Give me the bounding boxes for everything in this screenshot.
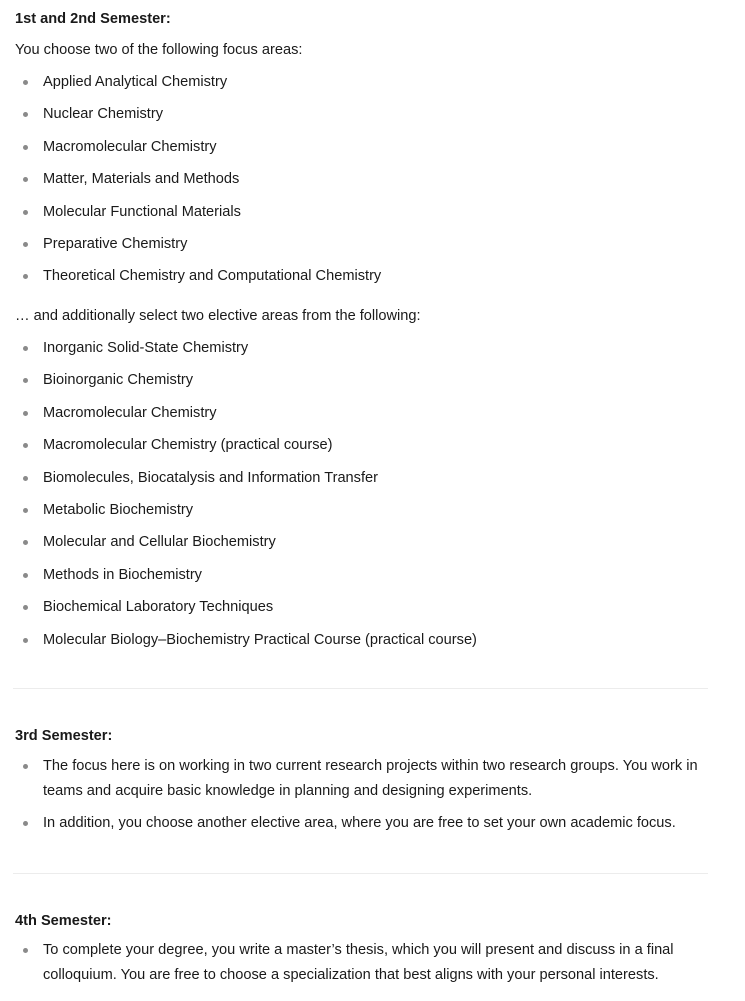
list-item-label: Macromolecular Chemistry [43,138,217,155]
list-item [15,403,715,423]
semester-3-list [15,754,715,843]
bullet-icon [23,573,28,578]
bullet-icon [23,112,28,117]
elective-areas-intro: … and additionally select two elective areas from the following: [15,308,421,324]
list-item [15,104,715,124]
list-item-label: Methods in Biochemistry [43,566,202,583]
bullet-icon [23,145,28,150]
bullet-icon [23,378,28,383]
list-item-label: Bioinorganic Chemistry [43,372,194,389]
list-item-label: Macromolecular Chemistry (practical course) [43,437,333,454]
list-item-label: The focus here is on working in two current research projects within two research groups. You work in teams and acquire basic knowledge in planning and designing experiments. [43,758,698,799]
bullet-icon [23,476,28,481]
bullet-icon [23,80,28,85]
list-item-label: Biochemical Laboratory Techniques [43,599,274,616]
bullet-icon [23,346,28,351]
bullet-icon [23,242,28,247]
list-item-label: Preparative Chemistry [43,235,188,252]
list-item-label: Inorganic Solid-State Chemistry [43,340,249,356]
list-item-label: Metabolic Biochemistry [43,501,194,518]
list-item [15,234,715,254]
list-item [15,72,715,92]
semester-1-2-heading: 1st and 2nd Semester: [15,11,171,27]
bullet-icon [23,638,28,643]
list-item [15,370,715,390]
bullet-icon [23,210,28,215]
list-item-label: Macromolecular Chemistry [43,404,217,421]
focus-area-list [15,72,715,299]
list-item-label: Biomolecules, Biocatalysis and Information Transfer [43,469,379,486]
list-item [15,468,715,488]
bullet-icon [23,177,28,182]
bullet-icon [23,821,28,826]
list-item [15,435,715,455]
list-item [15,169,715,189]
list-item [15,597,715,617]
semester-4-heading: 4th Semester: [15,913,112,929]
list-item-label: Molecular Functional Materials [43,203,241,220]
list-item [15,500,715,520]
semester-4-list [15,938,715,995]
bullet-icon [23,764,28,769]
list-item [15,630,715,650]
bullet-icon [23,540,28,545]
semester-3-heading: 3rd Semester: [15,728,113,744]
list-item-label: Matter, Materials and Methods [43,171,240,188]
list-item [15,338,715,358]
bullet-icon [23,605,28,610]
bullet-icon [23,443,28,448]
list-item [15,565,715,585]
bullet-icon [23,411,28,416]
list-item [15,202,715,222]
bullet-icon [23,274,28,279]
focus-areas-intro: You choose two of the following focus areas: [15,42,303,58]
list-item [15,811,715,836]
section-divider [13,873,708,874]
section-divider [13,688,708,689]
list-item-label: To complete your degree, you write a master’s thesis, which you will present and discuss in a final colloquium. You are free to choose a specialization that best aligns with your personal interests. [43,942,674,983]
list-item-label: Nuclear Chemistry [43,106,164,123]
list-item [15,266,715,286]
list-item-label: Applied Analytical Chemistry [43,74,228,90]
list-item [15,754,715,804]
list-item-label: Molecular Biology–Biochemistry Practical Course (practical course) [43,631,477,648]
bullet-icon [23,948,28,953]
list-item-label: Molecular and Cellular Biochemistry [43,534,276,551]
list-item-label: Theoretical Chemistry and Computational Chemistry [43,268,382,285]
list-item-label: In addition, you choose another elective area, where you are free to set your own academic focus. [43,815,676,831]
list-item [15,532,715,552]
list-item [15,938,715,988]
elective-area-list [15,338,715,662]
bullet-icon [23,508,28,513]
list-item [15,137,715,157]
